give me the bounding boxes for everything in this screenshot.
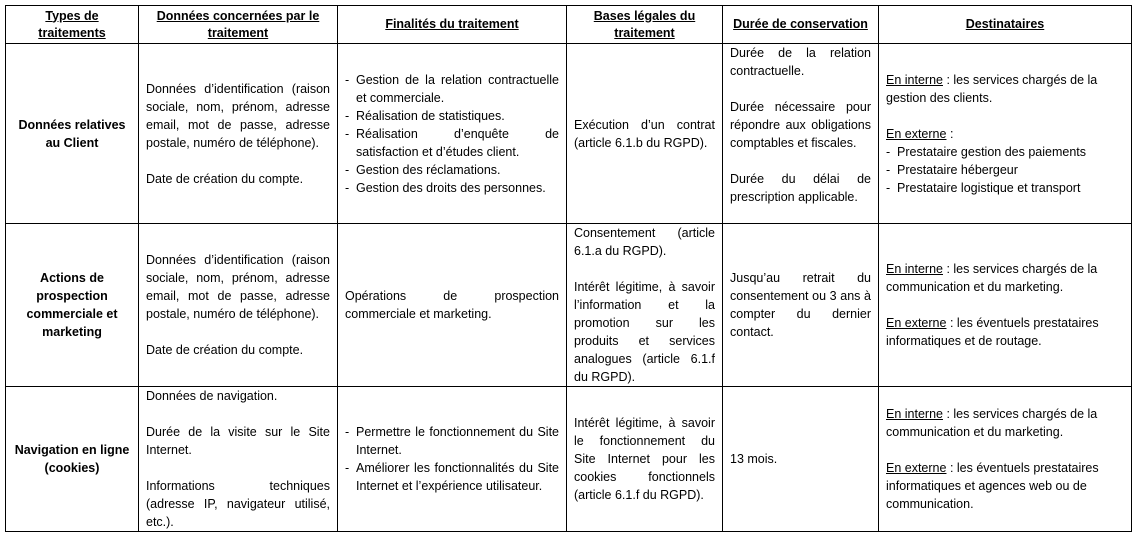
- dest-externe-text: : les éventuels prestataires informatiques et de routage.: [886, 316, 1099, 348]
- dest-externe: [886, 459, 1124, 513]
- list-item: - Prestataire gestion des paiements: [886, 143, 1124, 161]
- cell-duree: [723, 387, 879, 532]
- dest-externe-text: : les éventuels prestataires informatiques et agences web ou de communication.: [886, 461, 1099, 511]
- cell-donnees: [139, 224, 338, 387]
- dest-externe-text: :: [946, 126, 954, 141]
- bases-text: Intérêt légitime, à savoir l’information et la promotion sur les produits et services analogues (article 6.1.f du RGPD).: [574, 280, 715, 384]
- cell-destinataires: [879, 224, 1132, 387]
- header-row: [6, 6, 1132, 44]
- cell-donnees: [139, 387, 338, 532]
- bases-text: Consentement (article 6.1.a du RGPD).: [574, 226, 715, 258]
- cell-destinataires: [879, 44, 1132, 224]
- cell-donnees: [139, 44, 338, 224]
- dest-externe-label: En externe: [886, 126, 947, 141]
- table-row: [6, 44, 1132, 224]
- donnees-text: Date de création du compte.: [146, 343, 304, 357]
- donnees-text: Données de navigation.: [146, 389, 278, 403]
- table-row: [6, 387, 1132, 532]
- finalites-list: [345, 423, 559, 495]
- donnees-text: Date de création du compte.: [146, 171, 304, 186]
- dest-interne: [886, 260, 1124, 296]
- dest-externe-label: En externe: [886, 316, 947, 330]
- dest-interne-label: En interne: [886, 262, 943, 276]
- dest-interne-text: : les services chargés de la communication et du marketing.: [886, 262, 1098, 294]
- list-item: - Gestion des droits des personnes.: [345, 179, 559, 197]
- dest-interne: [886, 405, 1124, 441]
- dest-interne-label: En interne: [886, 407, 943, 421]
- cell-bases: [567, 387, 723, 532]
- finalites-text: Opérations de prospection commerciale et marketing.: [345, 289, 559, 321]
- header-destinataires: Destinataires: [879, 6, 1132, 44]
- header-finalites: Finalités du traitement: [338, 6, 567, 44]
- dest-externe-label: En externe: [886, 461, 947, 475]
- cell-bases: [567, 44, 723, 224]
- header-bases: Bases légales du traitement: [567, 6, 723, 44]
- dest-externe: [886, 314, 1124, 350]
- donnees-text: Informations techniques (adresse IP, navigateur utilisé, etc.).: [146, 479, 330, 529]
- cell-type: Navigation en ligne (cookies): [6, 387, 139, 532]
- header-duree: Durée de conservation: [723, 6, 879, 44]
- cell-type: Actions de prospection commerciale et marketing: [6, 224, 139, 387]
- dest-externe: [886, 125, 1124, 143]
- header-donnees: Données concernées par le traitement: [139, 6, 338, 44]
- duree-text: Durée du délai de prescription applicable.: [730, 172, 871, 204]
- dest-interne-text: : les services chargés de la gestion des clients.: [886, 72, 1098, 105]
- dest-interne: [886, 71, 1124, 107]
- list-item: - Gestion de la relation contractuelle et commerciale.: [345, 71, 559, 107]
- donnees-text: Durée de la visite sur le Site Internet.: [146, 425, 330, 457]
- cell-finalites: [338, 224, 567, 387]
- duree-text: Durée nécessaire pour répondre aux obligations comptables et fiscales.: [730, 100, 871, 150]
- donnees-text: Données d’identification (raison sociale, nom, prénom, adresse email, mot de passe, adresse postale, numéro de téléphone).: [146, 253, 330, 321]
- cell-duree: [723, 224, 879, 387]
- bases-text: Exécution d’un contrat (article 6.1.b du RGPD).: [574, 117, 715, 150]
- bases-text: Intérêt légitime, à savoir le fonctionnement du Site Internet pour les cookies fonctionnels (article 6.1.f du RGPD).: [574, 416, 715, 502]
- cell-duree: [723, 44, 879, 224]
- duree-text: 13 mois.: [730, 452, 778, 466]
- list-item: - Réalisation de statistiques.: [345, 107, 559, 125]
- cell-destinataires: [879, 387, 1132, 532]
- list-item: - Prestataire hébergeur: [886, 161, 1124, 179]
- cell-type: Données relatives au Client: [6, 44, 139, 224]
- donnees-text: Données d’identification (raison sociale, nom, prénom, adresse email, mot de passe, adresse postale, numéro de téléphone).: [146, 81, 330, 150]
- table-row: [6, 224, 1132, 387]
- finalites-list: [345, 71, 559, 197]
- list-item: - Prestataire logistique et transport: [886, 179, 1124, 197]
- list-item: - Améliorer les fonctionnalités du Site Internet et l’expérience utilisateur.: [345, 459, 559, 495]
- duree-text: Durée de la relation contractuelle.: [730, 46, 871, 78]
- dest-interne-label: En interne: [886, 72, 943, 87]
- cell-finalites: [338, 44, 567, 224]
- list-item: - Réalisation d’enquête de satisfaction et d’études client.: [345, 125, 559, 161]
- dest-interne-text: : les services chargés de la communication et du marketing.: [886, 407, 1098, 439]
- data-processing-table: [5, 5, 1132, 532]
- cell-bases: [567, 224, 723, 387]
- list-item: - Permettre le fonctionnement du Site Internet.: [345, 423, 559, 459]
- header-types: Types de traitements: [6, 6, 139, 44]
- dest-externe-list: [886, 143, 1124, 197]
- cell-finalites: [338, 387, 567, 532]
- duree-text: Jusqu’au retrait du consentement ou 3 ans à compter du dernier contact.: [730, 271, 871, 339]
- list-item: - Gestion des réclamations.: [345, 161, 559, 179]
